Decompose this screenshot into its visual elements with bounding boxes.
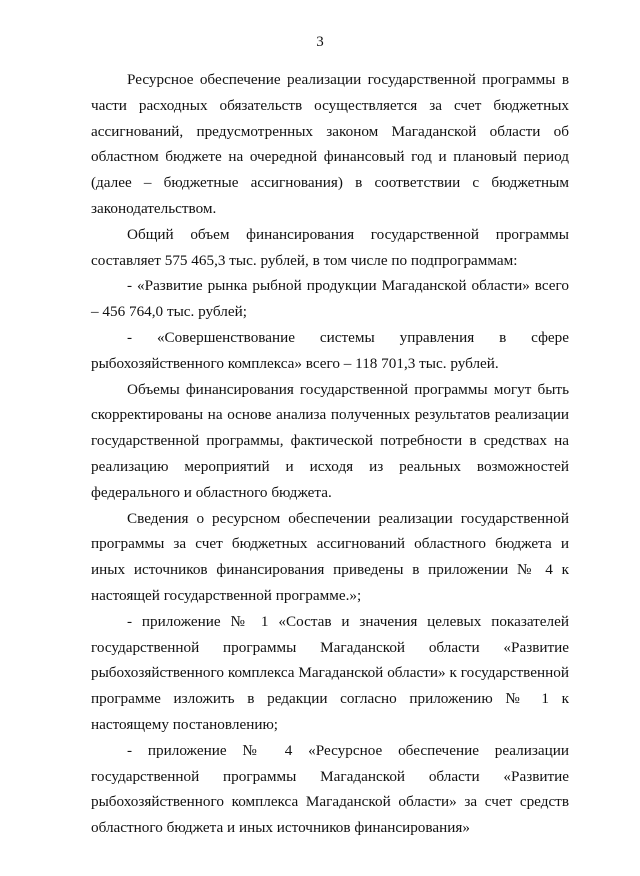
paragraph-resource-info: Сведения о ресурсном обеспечении реализации государственной программы за счет бюджетных ассигнований областного бюджета и иных источников финансирования приведены в приложении № 4 к настоящей государственной программе.»;	[91, 509, 569, 604]
paragraph-appendix-1: - приложение № 1 «Состав и значения целевых показателей государственной программы Магаданской области «Развитие рыбохозяйственного комплекса Магаданской области» к государственной программе изложить в редакции согласно приложению № 1 к настоящему постановлению;	[91, 612, 569, 733]
paragraph-subprogram-market: - «Развитие рынка рыбной продукции Магаданской области» всего – 456 764,0 тыс. рублей;	[91, 277, 569, 321]
paragraph-appendix-4: - приложение № 4 «Ресурсное обеспечение реализации государственной программы Магаданской области «Развитие рыбохозяйственного комплекса Магаданской области» за счет средств областного бюджета и иных источников финансирования»	[91, 741, 569, 837]
paragraph-subprogram-management: - «Совершенствование системы управления в сфере рыбохозяйственного комплекса» всего – 118 701,3 тыс. рублей.	[91, 328, 569, 372]
paragraph-funding-adjustment: Объемы финансирования государственной программы могут быть скорректированы на основе анализа полученных результатов реализации государственной программы, фактической потребности в средствах на реализацию мероприятий и исходя из реальных возможностей федерального и областного бюджета.	[91, 380, 569, 501]
document-body	[91, 67, 569, 841]
paragraph-resource-provision: Ресурсное обеспечение реализации государственной программы в части расходных обязательств осуществляется за счет бюджетных ассигнований, предусмотренных законом Магаданской области об областном бюджете на очередной финансовый год и плановый период (далее – бюджетные ассигнования) в соответствии с бюджетным законодательством.	[91, 71, 569, 217]
page-number: 3	[316, 34, 324, 50]
paragraph-total-funding: Общий объем финансирования государственной программы составляет 575 465,3 тыс. рублей, в том числе по подпрограммам:	[91, 225, 569, 269]
